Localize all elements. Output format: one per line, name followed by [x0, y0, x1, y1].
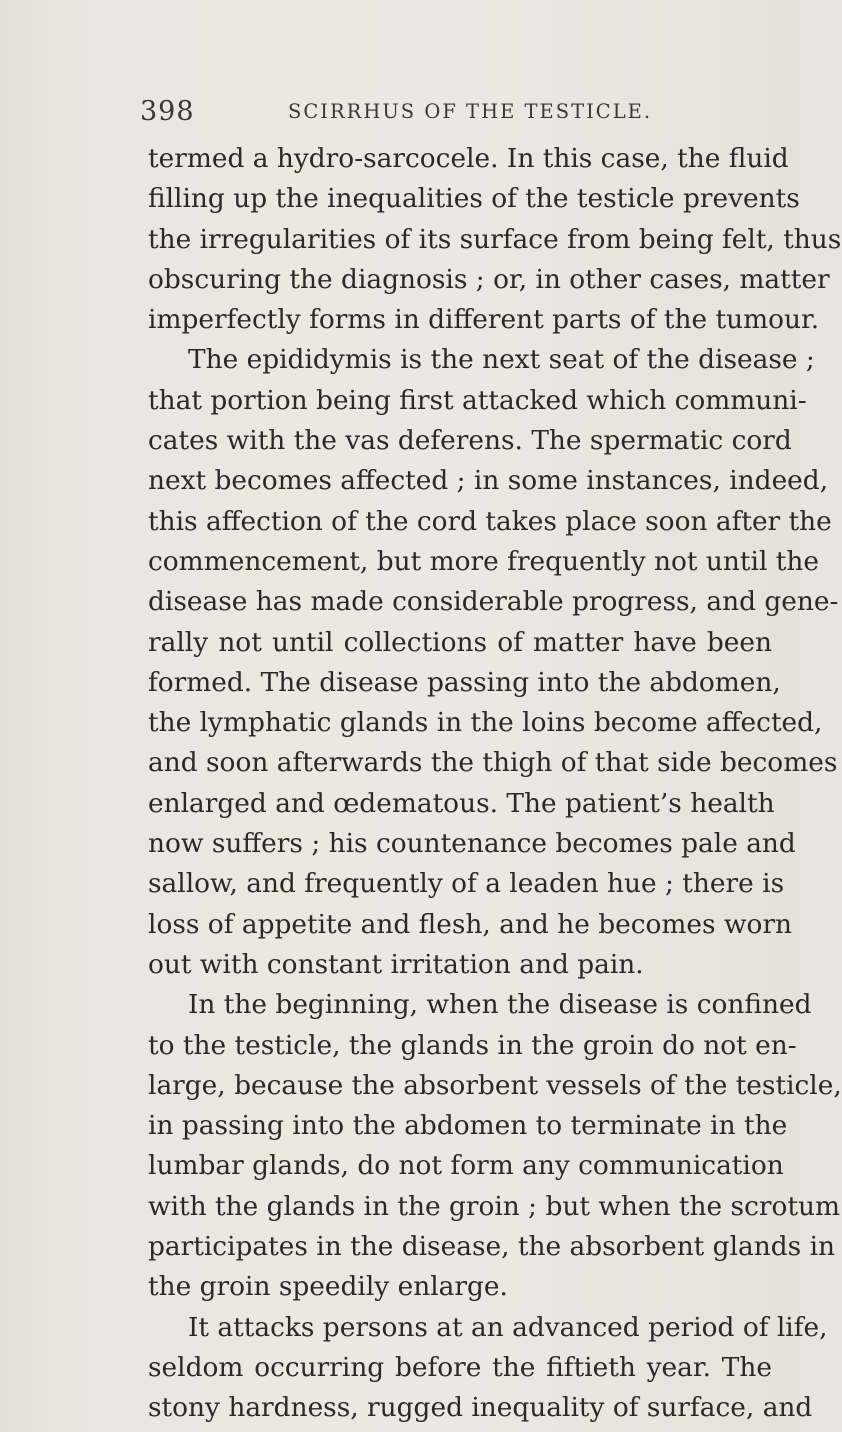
text-line: sallow, and frequently of a leaden hue ; there is [148, 868, 785, 900]
text-line: commencement, but more frequently not until the [148, 545, 819, 577]
body-text [148, 139, 842, 1429]
text-line: in passing into the abdomen to terminate in the [148, 1110, 788, 1142]
text-line: cates with the vas deferens. The spermatic cord [148, 425, 792, 457]
text-line: stony hardness, rugged inequality of surface, and [148, 1392, 813, 1424]
text-line: this affection of the cord takes place soon after the [148, 505, 832, 537]
text-line: seldom occurring before the fiftieth year. The [148, 1351, 772, 1383]
text-line: The epididymis is the next seat of the disease ; [188, 344, 815, 376]
text-line: disease has made considerable progress, and gene- [148, 586, 839, 618]
text-line: next becomes affected ; in some instances, indeed, [148, 465, 829, 497]
text-line: the irregularities of its surface from being felt, thus [148, 223, 842, 255]
text-line: lumbar glands, do not form any communication [148, 1150, 784, 1182]
text-line: termed a hydro-sarcocele. In this case, the fluid [148, 143, 789, 174]
text-line: the lymphatic glands in the loins become affected, [148, 707, 823, 739]
text-line: It attacks persons at an advanced period of life, [188, 1311, 828, 1343]
text-line: to the testicle, the glands in the groin do not en- [148, 1029, 797, 1061]
text-line: with the glands in the groin ; but when the scrotum [148, 1190, 840, 1222]
text-line: filling up the inequalities of the testicle prevents [148, 183, 800, 215]
text-line: In the beginning, when the disease is confined [188, 989, 812, 1021]
text-line: imperfectly forms in different parts of the tumour. [148, 304, 820, 336]
text-line: and soon afterwards the thigh of that side becomes [148, 747, 838, 779]
text-line: obscuring the diagnosis ; or, in other cases, matter [148, 263, 830, 295]
page-number: 398 [140, 96, 195, 127]
text-line: loss of appetite and flesh, and he becomes worn [148, 908, 793, 940]
text-line: formed. The disease passing into the abdomen, [148, 666, 781, 698]
text-line: now suffers ; his countenance becomes pale and [148, 828, 796, 860]
text-line: out with constant irritation and pain. [148, 948, 644, 980]
page-header [140, 96, 780, 132]
text-line: rally not until collections of matter have been [148, 626, 772, 658]
text-line: that portion being first attacked which communi- [148, 384, 807, 416]
text-line: large, because the absorbent vessels of the testicle, [148, 1069, 842, 1101]
text-line: the groin speedily enlarge. [148, 1271, 508, 1303]
text-line: enlarged and œdematous. The patient’s health [148, 787, 775, 819]
running-head: SCIRRHUS OF THE TESTICLE. [288, 100, 653, 123]
text-line: participates in the disease, the absorbent glands in [148, 1231, 836, 1263]
